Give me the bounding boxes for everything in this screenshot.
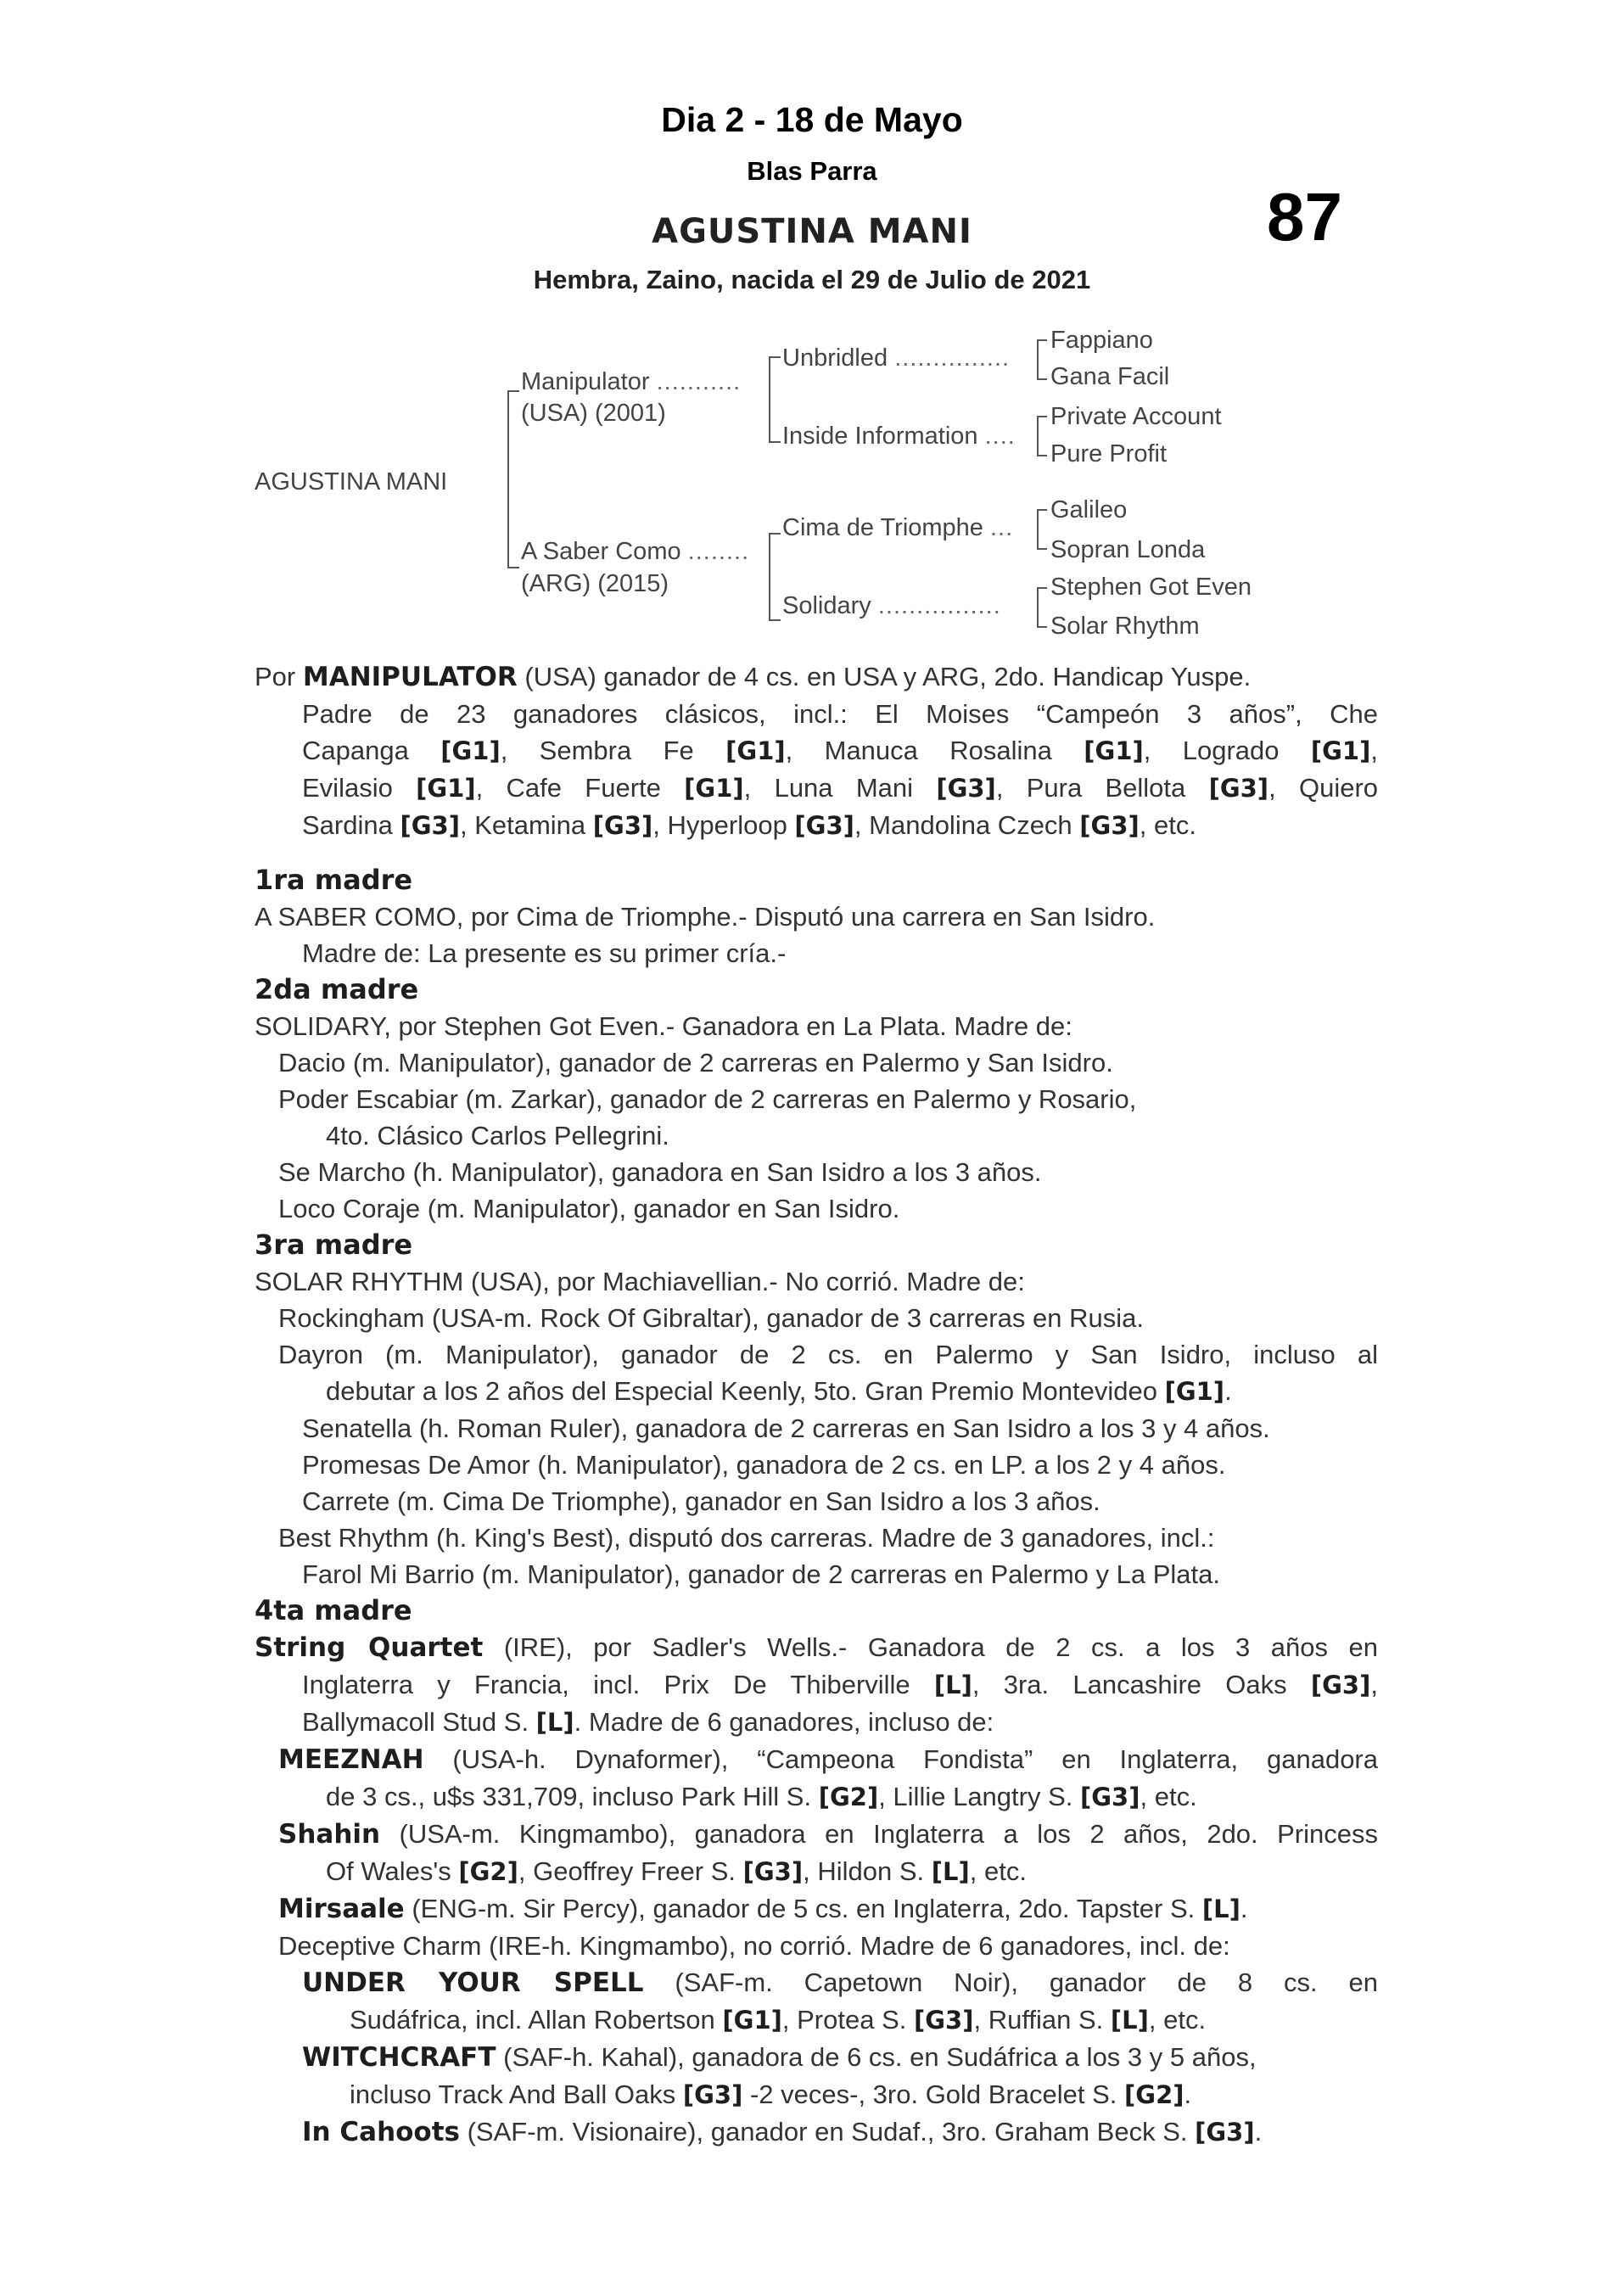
- text-run: , Cafe Fuerte: [475, 773, 685, 803]
- section-heading: 2da madre: [255, 973, 419, 1005]
- sire-paragraph-line: [255, 696, 1378, 732]
- race-grade-badge: [G1]: [684, 774, 744, 803]
- sire-paragraph-line: [255, 658, 1378, 696]
- text-run: . Madre de 6 ganadores, incluso de:: [574, 1707, 994, 1737]
- text-run: (USA-m. Kingmambo), ganadora en Inglaterra a los 2 años, 2do. Princess: [380, 1819, 1378, 1849]
- pedigree-bracket-line: [1037, 416, 1047, 417]
- text-run: Of Wales's: [326, 1856, 459, 1886]
- pedigree-text-line: [255, 1081, 1378, 1117]
- race-grade-badge: [G3]: [682, 2080, 743, 2109]
- text-run: Promesas De Amor (h. Manipulator), ganadora de 2 cs. en LP. a los 2 y 4 años.: [302, 1450, 1226, 1480]
- lot-number: 87: [1267, 179, 1342, 255]
- text-run: Se Marcho (h. Manipulator), ganadora en San Isidro a los 3 años.: [278, 1157, 1042, 1187]
- horse-name-bold: MEEZNAH: [278, 1744, 424, 1775]
- horse-name-bold: Mirsaale: [278, 1894, 405, 1924]
- text-run: ,: [1370, 1670, 1378, 1699]
- text-run: A SABER COMO, por Cima de Triomphe.- Disputó una carrera en San Isidro.: [255, 902, 1156, 932]
- pedigree-text-line: [255, 1336, 1378, 1373]
- text-run: Por: [255, 662, 303, 691]
- race-grade-badge: [L]: [1110, 2006, 1149, 2035]
- text-run: (USA-h. Dynaformer), “Campeona Fondista” en Inglaterra, ganadora: [423, 1744, 1378, 1774]
- horse-name-bold: In Cahoots: [302, 2117, 460, 2147]
- race-grade-badge: [L]: [933, 1671, 972, 1699]
- race-grade-badge: [G1]: [725, 736, 786, 765]
- section-heading: 4ta madre: [255, 1594, 412, 1626]
- race-grade-badge: [G2]: [1124, 2080, 1184, 2109]
- race-grade-badge: [G1]: [1084, 736, 1144, 765]
- pedigree-gen3-name: Sopran Londa: [1050, 536, 1206, 563]
- pedigree-gen3-name: Solar Rhythm: [1050, 613, 1200, 640]
- text-run: (SAF-m. Visionaire), ganador en Sudaf., 3ro. Graham Beck S.: [460, 2117, 1196, 2147]
- pedigree-bracket-line: [769, 356, 781, 358]
- section-heading: 3ra madre: [255, 1229, 413, 1261]
- race-grade-badge: [G1]: [1310, 736, 1371, 765]
- pedigree-bracket-line: [1037, 378, 1047, 380]
- pedigree-sire: Manipulator ...........: [521, 368, 742, 395]
- pedigree-bracket-line: [769, 441, 781, 443]
- text-run: , Ruffian S.: [973, 2005, 1111, 2035]
- text-run: .: [1224, 1376, 1232, 1406]
- sire-paragraph-line: [255, 732, 1378, 770]
- pedigree-text-line: [255, 1520, 1378, 1556]
- pedigree-text-line: [255, 2113, 1378, 2151]
- text-run: Inglaterra y Francia, incl. Prix De Thiberville: [302, 1670, 934, 1699]
- pedigree-text-line: [255, 1263, 1378, 1300]
- text-run: Loco Coraje (m. Manipulator), ganador en San Isidro.: [278, 1194, 900, 1223]
- horse-name-bold: WITCHCRAFT: [302, 2042, 496, 2073]
- text-run: , Protea S.: [781, 2005, 914, 2035]
- horse-name-bold: UNDER YOUR SPELL: [302, 1968, 644, 1998]
- race-grade-badge: [L]: [535, 1708, 574, 1737]
- pedigree-text-line: [255, 2076, 1378, 2113]
- pedigree-bracket-line: [769, 619, 781, 621]
- text-run: , Sembra Fe: [500, 736, 726, 765]
- race-grade-badge: [G2]: [818, 1783, 879, 1811]
- race-grade-badge: [L]: [1201, 1895, 1240, 1923]
- section-heading: 1ra madre: [255, 864, 413, 896]
- pedigree-gen3-name: Fappiano: [1050, 327, 1153, 354]
- text-run: , etc.: [1148, 2005, 1207, 2035]
- race-grade-badge: [G3]: [913, 2006, 974, 2035]
- sale-day-heading: Dia 2 - 18 de Mayo: [661, 100, 963, 139]
- pedigree-bracket-line: [1037, 416, 1039, 456]
- text-run: .: [1254, 2117, 1263, 2147]
- text-run: Rockingham (USA-m. Rock Of Gibraltar), ganador de 3 carreras en Rusia.: [278, 1303, 1144, 1333]
- race-grade-badge: [G3]: [1195, 2118, 1255, 2147]
- text-run: Evilasio: [302, 773, 417, 803]
- pedigree-text-line: [255, 2039, 1378, 2076]
- text-run: Padre de 23 ganadores clásicos, incl.: El Moises “Campeón 3 años”, Che: [302, 699, 1378, 729]
- pedigree-bracket-line: [1037, 509, 1039, 550]
- pedigree-text-line: [255, 1964, 1378, 2001]
- text-run: -2 veces-, 3ro. Gold Bracelet S.: [742, 2079, 1125, 2109]
- pedigree-text-line: [255, 898, 1378, 935]
- pedigree-bracket-line: [507, 567, 519, 568]
- pedigree-text-line: [255, 1373, 1378, 1410]
- pedigree-sire-origin: (USA) (2001): [521, 400, 666, 427]
- text-run: Poder Escabiar (m. Zarkar), ganador de 2 carreras en Palermo y Rosario,: [278, 1084, 1137, 1114]
- text-run: , Geoffrey Freer S.: [518, 1856, 743, 1886]
- race-grade-badge: [G3]: [1079, 811, 1140, 840]
- race-grade-badge: [G3]: [742, 1857, 804, 1886]
- pedigree-text-line: [255, 1853, 1378, 1890]
- text-run: , Lillie Langtry S.: [878, 1782, 1080, 1811]
- horse-description: Hembra, Zaino, nacida el 29 de Julio de 2021: [533, 265, 1091, 294]
- race-grade-badge: [G3]: [592, 811, 653, 840]
- pedigree-text-line: [255, 1816, 1378, 1853]
- pedigree-text-line: [255, 1190, 1378, 1227]
- pedigree-bracket-line: [1037, 339, 1039, 380]
- text-run: de 3 cs., u$s 331,709, incluso Park Hill S.: [326, 1782, 819, 1811]
- dam-family: [255, 862, 1378, 2151]
- text-run: Farol Mi Barrio (m. Manipulator), ganador de 2 carreras en Palermo y La Plata.: [302, 1559, 1221, 1589]
- race-grade-badge: [L]: [931, 1857, 970, 1886]
- pedigree-bracket-line: [1037, 339, 1047, 341]
- text-run: Deceptive Charm (IRE-h. Kingmambo), no corrió. Madre de 6 ganadores, incl. de:: [278, 1931, 1230, 1961]
- pedigree-text-line: [255, 1556, 1378, 1593]
- pedigree-text-line: [255, 1044, 1378, 1081]
- pedigree-text-line: [255, 1629, 1378, 1666]
- text-run: (IRE), por Sadler's Wells.- Ganadora de 2 cs. a los 3 años en: [483, 1632, 1378, 1662]
- text-run: , Quiero: [1268, 773, 1379, 803]
- pedigree-text-line: [255, 1410, 1378, 1447]
- text-run: (SAF-m. Capetown Noir), ganador de 8 cs. en: [643, 1968, 1378, 1997]
- text-run: (SAF-h. Kahal), ganadora de 6 cs. en Sudáfrica a los 3 y 5 años,: [496, 2042, 1257, 2072]
- race-grade-badge: [G3]: [794, 811, 854, 840]
- pedigree-text-line: [255, 1890, 1378, 1928]
- pedigree-gen3-name: Galileo: [1050, 496, 1128, 523]
- pedigree-dam-sire: Cima de Triomphe ...: [782, 514, 1014, 541]
- text-run: , Mandolina Czech: [854, 810, 1080, 840]
- race-grade-badge: [G3]: [1310, 1671, 1371, 1699]
- sire-paragraph-line: [255, 770, 1378, 807]
- horse-name-bold: String Quartet: [255, 1632, 484, 1663]
- pedigree-bracket-line: [1037, 587, 1047, 589]
- consignor-name: Blas Parra: [747, 156, 877, 186]
- pedigree-bracket-line: [1037, 587, 1039, 628]
- text-run: , Ketamina: [459, 810, 593, 840]
- text-run: ,: [1370, 736, 1378, 765]
- horse-name-bold: MANIPULATOR: [302, 662, 518, 692]
- race-grade-badge: [G1]: [416, 774, 476, 803]
- race-grade-badge: [G3]: [1208, 774, 1269, 803]
- text-run: Dayron (m. Manipulator), ganador de 2 cs. en Palermo y San Isidro, incluso al: [278, 1340, 1378, 1369]
- pedigree-text-line: [255, 1008, 1378, 1044]
- text-run: SOLIDARY, por Stephen Got Even.- Ganadora en La Plata. Madre de:: [255, 1011, 1072, 1041]
- text-run: , etc.: [1139, 810, 1196, 840]
- race-grade-badge: [G3]: [1080, 1783, 1140, 1811]
- pedigree-bracket-line: [1037, 548, 1047, 550]
- sire-paragraph-line: [255, 807, 1378, 844]
- text-run: SOLAR RHYTHM (USA), por Machiavellian.- No corrió. Madre de:: [255, 1267, 1025, 1296]
- race-grade-badge: [G1]: [440, 736, 501, 765]
- text-run: (USA) ganador de 4 cs. en USA y ARG, 2do. Handicap Yuspe.: [517, 662, 1252, 691]
- text-run: , Hyperloop: [652, 810, 795, 840]
- pedigree-sire-dam: Inside Information ....: [782, 423, 1016, 450]
- pedigree-text-line: [255, 1704, 1378, 1741]
- text-run: , etc.: [969, 1856, 1027, 1886]
- pedigree-gen3-name: Pure Profit: [1050, 440, 1167, 467]
- pedigree-text-line: [255, 1741, 1378, 1778]
- text-run: Sudáfrica, incl. Allan Robertson: [350, 2005, 723, 2035]
- horse-name-bold: Shahin: [278, 1819, 381, 1850]
- text-run: Carrete (m. Cima De Triomphe), ganador en San Isidro a los 3 años.: [302, 1486, 1100, 1516]
- race-grade-badge: [G1]: [1164, 1377, 1225, 1406]
- pedigree-text-line: [255, 935, 1378, 971]
- race-grade-badge: [G3]: [400, 811, 460, 840]
- sire-paragraph: [255, 658, 1378, 844]
- pedigree-bracket-line: [1037, 455, 1047, 456]
- race-grade-badge: [G1]: [722, 2006, 782, 2035]
- race-grade-badge: [G3]: [936, 774, 996, 803]
- text-run: incluso Track And Ball Oaks: [350, 2079, 683, 2109]
- pedigree-bracket-line: [1037, 509, 1047, 511]
- text-run: .: [1240, 1894, 1248, 1923]
- text-run: , 3ra. Lancashire Oaks: [972, 1670, 1311, 1699]
- text-run: (ENG-m. Sir Percy), ganador de 5 cs. en Inglaterra, 2do. Tapster S.: [404, 1894, 1202, 1923]
- pedigree-dam: A Saber Como ........: [521, 538, 750, 565]
- pedigree-text-line: [255, 1300, 1378, 1336]
- text-run: .: [1184, 2079, 1192, 2109]
- pedigree-dam-dam: Solidary ................: [782, 592, 1001, 619]
- horse-name: AGUSTINA MANI: [652, 212, 972, 251]
- text-run: , Pura Bellota: [995, 773, 1209, 803]
- pedigree-bracket-line: [1037, 626, 1047, 628]
- pedigree-gen3-name: Stephen Got Even: [1050, 574, 1252, 601]
- pedigree-text-line: [255, 1778, 1378, 1816]
- text-run: Ballymacoll Stud S.: [302, 1707, 536, 1737]
- text-run: debutar a los 2 años del Especial Keenly, 5to. Gran Premio Montevideo: [326, 1376, 1165, 1406]
- pedigree-sire-sire: Unbridled ...............: [782, 344, 1011, 372]
- pedigree-text-line: [255, 2001, 1378, 2039]
- text-run: , Logrado: [1143, 736, 1311, 765]
- pedigree-bracket-line: [769, 356, 770, 443]
- text-run: , Hildon S.: [803, 1856, 932, 1886]
- pedigree-bracket-line: [507, 390, 509, 568]
- pedigree-text-line: [255, 1117, 1378, 1154]
- race-grade-badge: [G2]: [458, 1857, 518, 1886]
- pedigree-bracket-line: [507, 390, 519, 392]
- pedigree-text-line: [255, 1483, 1378, 1520]
- text-run: , Luna Mani: [743, 773, 937, 803]
- text-run: , Manuca Rosalina: [785, 736, 1084, 765]
- pedigree-bracket-line: [769, 533, 781, 535]
- pedigree-subject: AGUSTINA MANI: [255, 468, 448, 495]
- pedigree-bracket-line: [769, 533, 770, 621]
- text-run: Senatella (h. Roman Ruler), ganadora de 2 carreras en San Isidro a los 3 y 4 años.: [302, 1413, 1270, 1443]
- pedigree-text-line: [255, 1666, 1378, 1704]
- text-run: Sardina: [302, 810, 400, 840]
- pedigree-dam-origin: (ARG) (2015): [521, 570, 669, 597]
- pedigree-text-line: [255, 1928, 1378, 1964]
- text-run: 4to. Clásico Carlos Pellegrini.: [326, 1121, 669, 1150]
- pedigree-gen3-name: Gana Facil: [1050, 363, 1170, 390]
- text-run: Dacio (m. Manipulator), ganador de 2 carreras en Palermo y San Isidro.: [278, 1048, 1113, 1078]
- pedigree-text-line: [255, 1447, 1378, 1483]
- text-run: Capanga: [302, 736, 441, 765]
- text-run: Best Rhythm (h. King's Best), disputó dos carreras. Madre de 3 ganadores, incl.:: [278, 1523, 1215, 1553]
- pedigree-gen3-name: Private Account: [1050, 403, 1222, 430]
- pedigree-text-line: [255, 1154, 1378, 1190]
- text-run: , etc.: [1140, 1782, 1197, 1811]
- text-run: Madre de: La presente es su primer cría.-: [302, 938, 787, 968]
